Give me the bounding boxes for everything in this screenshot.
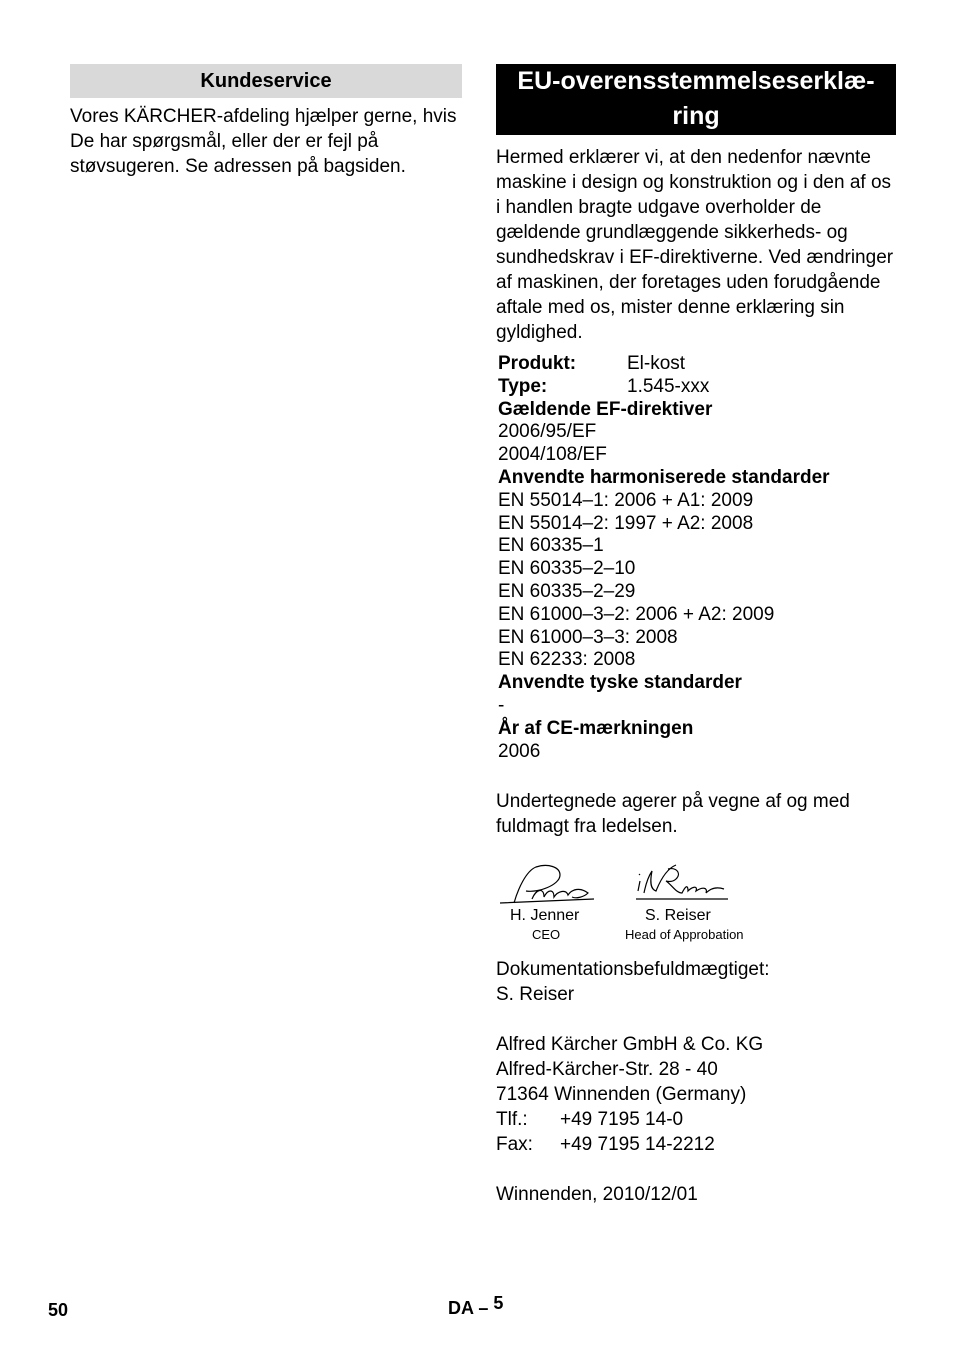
type-row: [498, 376, 896, 399]
standard-item: EN 61000–3–3: 2008: [498, 626, 678, 648]
declaration-intro: Hermed erklærer vi, at den nedenfor nævnte maskine i design og konstruktion og i den af os i handlen bragte udgave overholder de gældende grundlæggende sikkerheds- og sundhedskrav i EF-direktiverne. Ved ændringer af maskinen, der foretages uden forudgående aftale med os, mister denne erklæring sin gyldighed.: [496, 147, 894, 343]
standard-item: EN 61000–3–2: 2006 + A2: 2009: [498, 603, 775, 625]
german-standards-label: Anvendte tyske standarder: [498, 672, 742, 694]
kundeservice-text: Vores KÄRCHER-afdeling hjælper gerne, hvis De har spørgsmål, eller der er fejl på støvsugeren. Se adressen på bagsiden.: [70, 106, 457, 177]
standard-item: EN 60335–2–29: [498, 580, 636, 602]
fax-label: Fax:: [496, 1134, 533, 1156]
type-value: 1.545-xxx: [627, 375, 710, 397]
title-line-1: EU-overensstemmelseserklæ-: [517, 67, 875, 95]
standard-item: EN 55014–2: 1997 + A2: 2008: [498, 512, 754, 534]
signer-1-title: CEO: [532, 927, 561, 943]
company-name: Alfred Kärcher GmbH & Co. KG: [496, 1034, 764, 1056]
standard-item: EN 62233: 2008: [498, 649, 636, 671]
documentation-block: [496, 957, 896, 1007]
address-block: [496, 1032, 896, 1157]
type-label: Type:: [498, 375, 548, 397]
documentation-name: S. Reiser: [496, 984, 575, 1006]
right-column: [496, 64, 896, 1207]
declaration-title: [496, 64, 896, 135]
section-page-label: [448, 1293, 504, 1319]
footer-dash: –: [478, 1298, 489, 1318]
documentation-label: Dokumentationsbefuldmægtiget:: [496, 959, 770, 981]
directives-label: Gældende EF-direktiver: [498, 398, 713, 420]
signature-reiser: [636, 865, 728, 899]
standard-item: EN 55014–1: 2006 + A1: 2009: [498, 489, 754, 511]
kundeservice-heading: Kundeservice: [70, 64, 462, 98]
company-street: Alfred-Kärcher-Str. 28 - 40: [496, 1059, 718, 1081]
signed-text: Undertegnede agerer på vegne af og med fuldmagt fra ledelsen.: [496, 791, 850, 838]
ce-year-value: 2006: [498, 740, 541, 762]
standard-item: EN 60335–2–10: [498, 558, 636, 580]
directive-item: 2004/108/EF: [498, 444, 607, 466]
harmonised-label: Anvendte harmoniserede standarder: [498, 466, 830, 488]
phone-row: [496, 1107, 896, 1132]
phone-value: +49 7195 14-0: [560, 1109, 684, 1131]
title-line-2: ring: [672, 102, 720, 130]
left-column: [70, 64, 462, 179]
signature-jenner: [500, 866, 594, 904]
page-number: 50: [48, 1300, 69, 1320]
product-value: El-kost: [627, 353, 686, 374]
ce-year-label: År af CE-mærkningen: [498, 717, 694, 739]
product-label: Produkt:: [498, 353, 577, 374]
fax-value: +49 7195 14-2212: [560, 1134, 715, 1156]
signer-2-name: S. Reiser: [645, 907, 711, 925]
specs-block: [498, 353, 896, 763]
phone-label: Tlf.:: [496, 1109, 528, 1131]
company-city: 71364 Winnenden (Germany): [496, 1084, 747, 1106]
signature-area: [496, 859, 896, 959]
standard-item: EN 60335–1: [498, 535, 604, 557]
german-standards-value: -: [498, 694, 505, 716]
fax-row: [496, 1132, 896, 1157]
language-code: DA: [448, 1298, 474, 1318]
place-date: Winnenden, 2010/12/01: [496, 1184, 698, 1206]
signer-2-title: Head of Approbation: [625, 927, 744, 943]
product-row: [498, 353, 896, 376]
signer-1-name: H. Jenner: [510, 907, 580, 925]
section-page-number: 5: [493, 1293, 504, 1313]
directive-item: 2006/95/EF: [498, 421, 597, 443]
